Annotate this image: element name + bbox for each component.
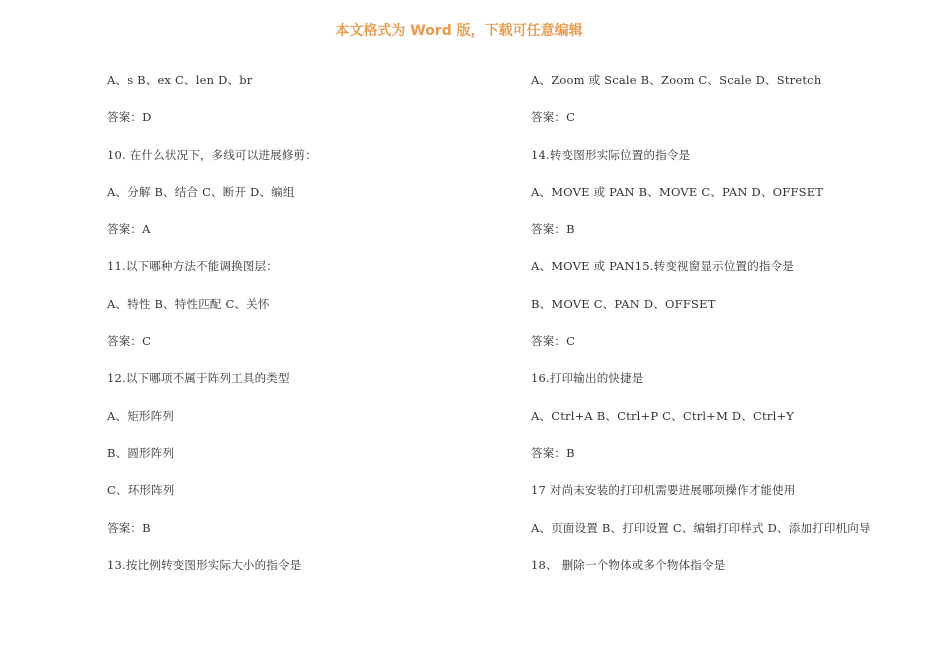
options-line: A、页面设置 B、打印设置 C、编辑打印样式 D、添加打印机向导 bbox=[531, 520, 871, 535]
text-line: A、s B、ex C、len D、br bbox=[107, 73, 253, 87]
answer-line: 答案：A bbox=[107, 222, 151, 237]
answer-line: 答案：C bbox=[531, 334, 576, 349]
options-line: B、圆形阵列 bbox=[107, 445, 175, 460]
options-line: A、特性 B、特性匹配 C、关怀 bbox=[107, 296, 270, 311]
answer-line: 答案：B bbox=[531, 222, 575, 237]
question-line: 10. 在什么状况下，多线可以进展修剪： bbox=[107, 147, 317, 162]
question-line: 11.以下哪种方法不能调换图层： bbox=[107, 259, 278, 274]
right-column bbox=[531, 72, 941, 594]
question-line: 17 对尚未安装的打印机需要进展哪项操作才能使用 bbox=[531, 483, 796, 498]
question-line: 14.转变图形实际位置的指令是 bbox=[531, 147, 691, 162]
options-line: A、MOVE 或 PAN B、MOVE C、PAN D、OFFSET bbox=[531, 184, 824, 199]
answer-line: 答案：C bbox=[107, 334, 152, 349]
options-line: A、分解 B、结合 C、断开 D、编组 bbox=[107, 184, 295, 199]
answer-line: 答案：B bbox=[107, 520, 151, 535]
options-line: A、矩形阵列 bbox=[107, 408, 175, 423]
question-line: 16.打印输出的快捷是 bbox=[531, 371, 644, 386]
question-line: 12.以下哪项不属于阵列工具的类型 bbox=[107, 371, 290, 386]
answer-line: 答案：B bbox=[531, 445, 575, 460]
options-line: C、环形阵列 bbox=[107, 483, 175, 498]
question-line: A、MOVE 或 PAN15.转变视窗显示位置的指令是 bbox=[531, 259, 795, 274]
left-column bbox=[107, 72, 507, 594]
document-banner: 本文格式为 Word 版，下载可任意编辑 bbox=[335, 23, 583, 39]
options-line: A、Ctrl+A B、Ctrl+P C、Ctrl+M D、Ctrl+Y bbox=[531, 408, 795, 423]
question-line: 18、 删除一个物体或多个物体指令是 bbox=[531, 557, 726, 572]
options-line: A、Zoom 或 Scale B、Zoom C、Scale D、Stretch bbox=[531, 73, 822, 87]
question-line: 13.按比例转变图形实际大小的指令是 bbox=[107, 557, 302, 572]
answer-line: 答案：C bbox=[531, 110, 576, 125]
options-line: B、MOVE C、PAN D、OFFSET bbox=[531, 296, 716, 311]
answer-line: 答案：D bbox=[107, 110, 152, 125]
